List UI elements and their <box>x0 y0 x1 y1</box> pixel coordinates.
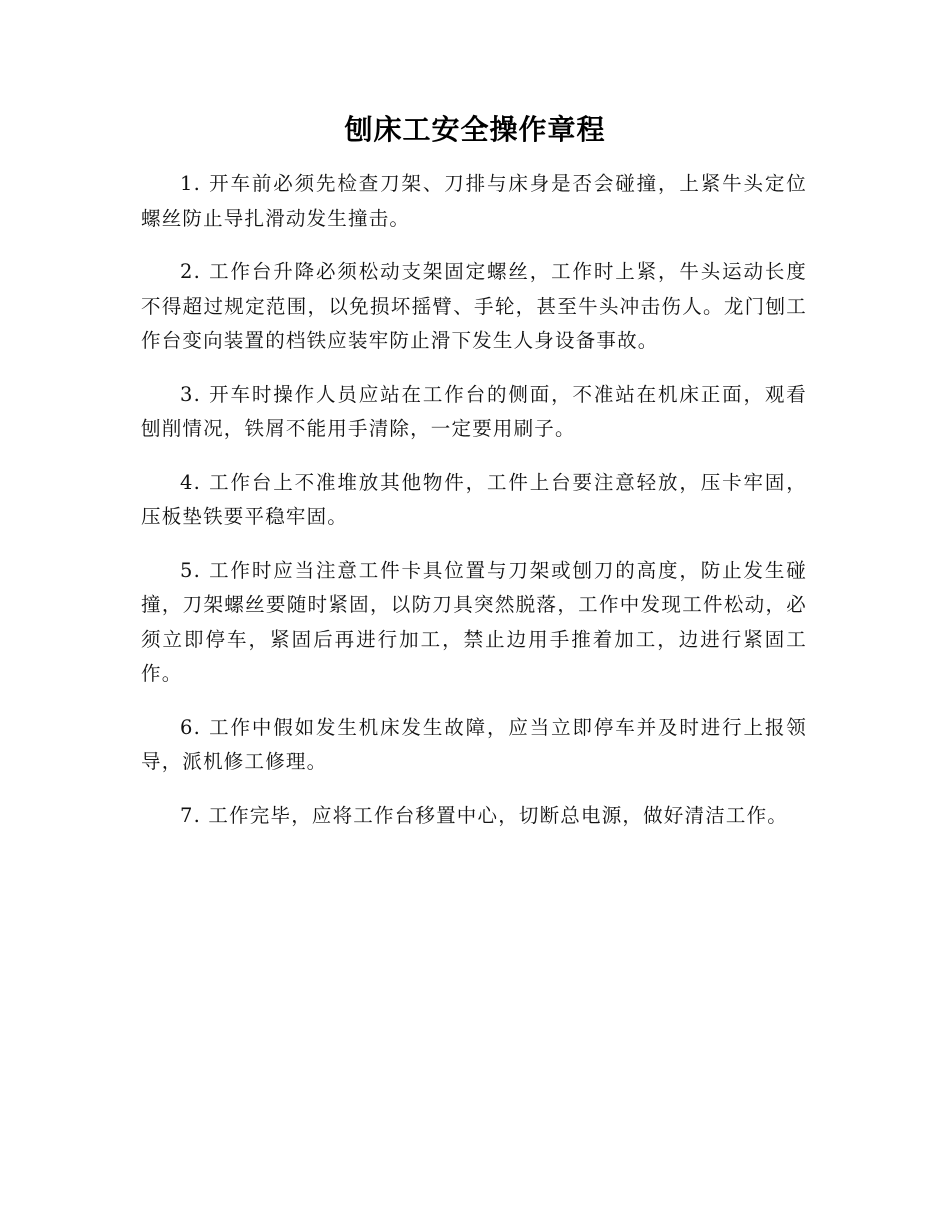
paragraph-1: 1. 开车前必须先检查刀架、刀排与床身是否会碰撞，上紧牛头定位螺丝防止导扎滑动发生撞击。 <box>141 172 807 230</box>
paragraph-2: 2. 工作台升降必须松动支架固定螺丝，工作时上紧，牛头运动长度不得超过规定范围，以免损坏摇臂、手轮，甚至牛头冲击伤人。龙门刨工作台变向装置的档铁应装牢防止滑下发生人身设备事故。 <box>141 260 807 352</box>
document-title: 刨床工安全操作章程 <box>344 113 606 146</box>
paragraph-3: 3. 开车时操作人员应站在工作台的侧面，不准站在机床正面，观看刨削情况，铁屑不能用手清除，一定要用刷子。 <box>141 382 807 440</box>
paragraph-4: 4. 工作台上不准堆放其他物件，工件上台要注意轻放，压卡牢固，压板垫铁要平稳牢固。 <box>141 470 807 528</box>
document-body <box>141 167 807 852</box>
paragraph-7: 7. 工作完毕，应将工作台移置中心，切断总电源，做好清洁工作。 <box>180 803 789 827</box>
paragraph-5: 5. 工作时应当注意工件卡具位置与刀架或刨刀的高度，防止发生碰撞，刀架螺丝要随时紧固，以防刀具突然脱落，工作中发现工件松动，必须立即停车，紧固后再进行加工，禁止边用手推着加工，边进行紧固工作。 <box>141 558 807 685</box>
paragraph-6: 6. 工作中假如发生机床发生故障，应当立即停车并及时进行上报领导，派机修工修理。 <box>141 715 807 773</box>
